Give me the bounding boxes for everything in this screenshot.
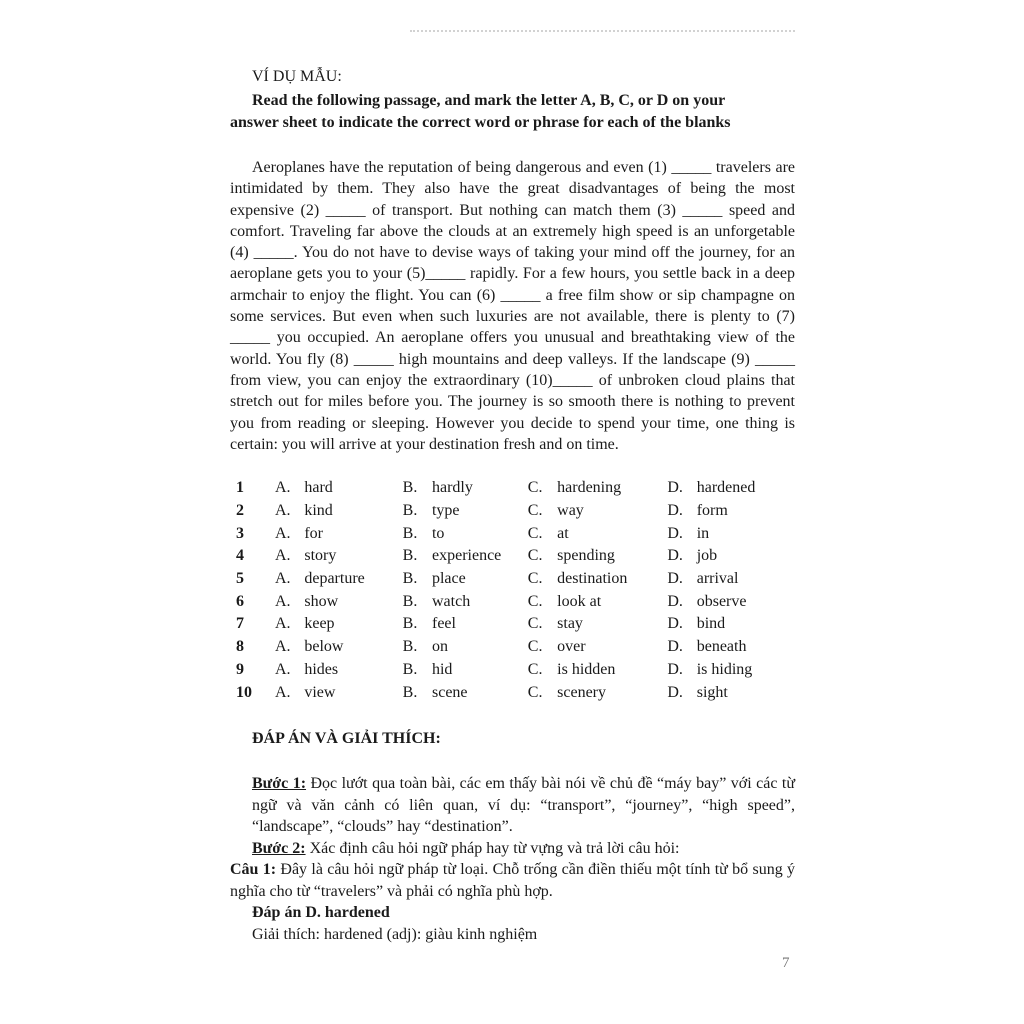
instruction-block — [230, 90, 795, 134]
option-c: scenery — [557, 683, 606, 701]
option-a-letter: A. — [274, 547, 291, 565]
option-b: watch — [431, 592, 471, 610]
question-row — [230, 636, 795, 659]
question-row — [230, 613, 795, 636]
question-number: 5 — [236, 570, 244, 588]
option-d-letter: D. — [667, 479, 683, 497]
sample-heading: VÍ DỤ MẪU: — [252, 68, 342, 85]
option-a: story — [304, 547, 337, 565]
option-c: look at — [557, 592, 602, 610]
question-row — [230, 477, 795, 500]
option-c: is hidden — [557, 660, 616, 678]
option-d: arrival — [696, 570, 739, 588]
step-2-text: Xác định câu hỏi ngữ pháp hay từ vựng và trả lời câu hỏi: — [305, 839, 680, 857]
option-c-letter: C. — [527, 683, 543, 701]
question-number: 4 — [236, 547, 244, 565]
option-d-letter: D. — [667, 570, 683, 588]
option-a-letter: A. — [274, 615, 291, 633]
question-1-label: Câu 1: — [230, 861, 277, 878]
question-number: 10 — [236, 683, 252, 701]
option-d-letter: D. — [667, 660, 683, 678]
option-b: experience — [431, 547, 502, 565]
option-a-letter: A. — [274, 660, 291, 678]
option-d-letter: D. — [667, 502, 683, 520]
option-a: hard — [304, 479, 333, 497]
explanation-section — [230, 773, 795, 945]
step-1-text: Đọc lướt qua toàn bài, các em thấy bài nói về chủ đề “máy bay” với các từ ngữ và văn cảnh có liên quan, ví dụ: “transport”, “journey”, “high speed”, “landscape”, “clouds” hay “destination”. — [252, 775, 796, 835]
option-c: way — [557, 502, 584, 520]
option-d-letter: D. — [667, 615, 683, 633]
option-c-letter: C. — [527, 524, 543, 542]
option-b-letter: B. — [402, 524, 418, 542]
option-a-letter: A. — [274, 479, 291, 497]
question-row — [230, 500, 795, 523]
option-d: is hiding — [696, 660, 753, 678]
instruction-line-2: answer sheet to indicate the correct word or phrase for each of the blanks — [230, 114, 731, 131]
option-c-letter: C. — [527, 592, 543, 610]
option-d: beneath — [696, 638, 747, 656]
option-c-letter: C. — [527, 502, 543, 520]
answers-heading: ĐÁP ÁN VÀ GIẢI THÍCH: — [252, 730, 441, 747]
answer-line: Đáp án D. hardened — [252, 904, 390, 921]
option-c-letter: C. — [527, 547, 543, 565]
question-number: 1 — [236, 479, 244, 497]
option-a: kind — [304, 502, 333, 520]
option-d: bind — [696, 615, 726, 633]
question-row — [230, 681, 795, 704]
step-1-paragraph — [230, 773, 795, 838]
option-c: hardening — [557, 479, 622, 497]
answer-options-table — [230, 477, 795, 704]
question-row — [230, 545, 795, 568]
option-d: form — [696, 502, 728, 520]
option-b-letter: B. — [402, 615, 418, 633]
option-d-letter: D. — [667, 592, 683, 610]
option-c: destination — [557, 570, 628, 588]
option-a: show — [304, 592, 339, 610]
option-a: for — [304, 524, 323, 542]
option-a: keep — [304, 615, 335, 633]
step-2-paragraph — [230, 838, 795, 860]
option-b-letter: B. — [402, 660, 418, 678]
option-a: departure — [304, 570, 365, 588]
option-c: stay — [557, 615, 583, 633]
option-d: sight — [696, 683, 728, 701]
option-d-letter: D. — [667, 547, 683, 565]
option-b-letter: B. — [402, 547, 418, 565]
instruction-line-1: Read the following passage, and mark the letter A, B, C, or D on your — [252, 92, 726, 109]
option-b-letter: B. — [402, 502, 418, 520]
option-a: below — [304, 638, 344, 656]
option-c-letter: C. — [527, 660, 543, 678]
option-c-letter: C. — [527, 570, 543, 588]
option-b: scene — [431, 683, 468, 701]
option-b-letter: B. — [402, 683, 418, 701]
option-b: hid — [431, 660, 453, 678]
option-d: observe — [696, 592, 747, 610]
step-2-label: Bước 2: — [252, 839, 306, 857]
option-b-letter: B. — [402, 592, 418, 610]
question-number: 7 — [236, 615, 244, 633]
question-1-text: Đây là câu hỏi ngữ pháp từ loại. Chỗ trống cần điền thiếu một tính từ bổ sung ý nghĩa cho từ “travelers” và phải có nghĩa phù hợp. — [230, 861, 796, 900]
option-a: view — [304, 683, 336, 701]
option-d: in — [696, 524, 710, 542]
option-c-letter: C. — [527, 638, 543, 656]
option-b-letter: B. — [402, 479, 418, 497]
explanation-line: Giải thích: hardened (adj): giàu kinh nghiệm — [252, 925, 538, 943]
question-row — [230, 568, 795, 591]
option-b-letter: B. — [402, 638, 418, 656]
option-a-letter: A. — [274, 570, 291, 588]
option-d-letter: D. — [667, 524, 683, 542]
option-c: over — [557, 638, 586, 656]
option-a-letter: A. — [274, 502, 291, 520]
option-a-letter: A. — [274, 524, 291, 542]
question-row — [230, 590, 795, 613]
option-b: on — [431, 638, 448, 656]
option-a-letter: A. — [274, 592, 291, 610]
option-d: job — [696, 547, 718, 565]
option-d-letter: D. — [667, 683, 683, 701]
option-b: hardly — [431, 479, 473, 497]
option-a: hides — [304, 660, 339, 678]
option-a-letter: A. — [274, 683, 291, 701]
option-d-letter: D. — [667, 638, 683, 656]
page-number: 7 — [782, 955, 790, 971]
question-number: 8 — [236, 638, 244, 656]
header-scan-artifact — [410, 30, 795, 42]
option-b-letter: B. — [402, 570, 418, 588]
question-row — [230, 659, 795, 682]
option-b: feel — [431, 615, 456, 633]
option-c-letter: C. — [527, 479, 543, 497]
question-number: 2 — [236, 502, 244, 520]
reading-passage: Aeroplanes have the reputation of being dangerous and even (1) _____ travelers are intimidated by them. They also have the great disadvantages of being the most expensive (2) _____ of transport. But nothing can match them (3) _____ speed and comfort. Traveling far above the clouds at an extremely high speed is an unforgetable (4) _____. You do not have to devise ways of taking your mind off the journey, for an aeroplane gets you to your (5)_____ rapidly. For a few hours, you settle back in a deep armchair to enjoy the flight. You can (6) _____ a free film show or sip champagne on some services. But even when such luxuries are not available, there is plenty to (7) _____ you occupied. An aeroplane offers you unusual and breathtaking view of the world. You fly (8) _____ high mountains and deep valleys. If the landscape (9) _____ from view, you can enjoy the extraordinary (10)_____ of unbroken cloud plains that stretch out for miles before you. The journey is so smooth there is nothing to prevent you from reading or sleeping. However you decide to spend your time, one thing is certain: you will arrive at your destination fresh and on time. — [230, 159, 795, 453]
option-a-letter: A. — [274, 638, 291, 656]
option-c-letter: C. — [527, 615, 543, 633]
option-c: spending — [557, 547, 615, 565]
question-number: 3 — [236, 524, 244, 542]
option-c: at — [557, 524, 569, 542]
step-1-label: Bước 1: — [252, 775, 307, 792]
option-b: to — [431, 524, 445, 542]
question-1-paragraph — [230, 859, 795, 902]
option-d: hardened — [696, 479, 756, 497]
option-b: type — [431, 502, 460, 520]
option-b: place — [431, 570, 466, 588]
question-number: 9 — [236, 660, 244, 678]
question-row — [230, 522, 795, 545]
question-number: 6 — [236, 592, 244, 610]
